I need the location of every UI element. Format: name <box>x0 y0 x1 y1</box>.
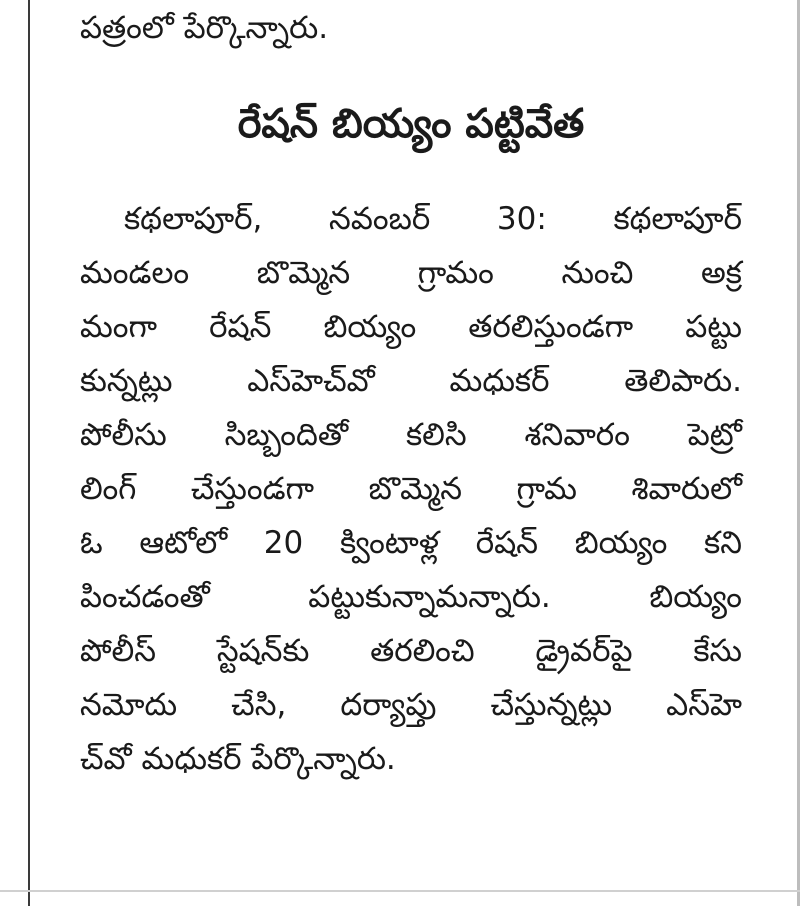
body-line: లింగ్ చేస్తుండగా బొమ్మెన గ్రామ శివారులో <box>80 471 742 507</box>
article-headline: రేషన్ బియ్యం పట్టివేత <box>237 101 585 147</box>
body-line: మండలం బొమ్మెన గ్రామం నుంచి అక్ర <box>80 255 742 291</box>
body-line: కథలాపూర్, నవంబర్ 30: కథలాపూర్ <box>124 201 742 237</box>
body-line: పోలీస్ స్టేషన్‌కు తరలించి డ్రైవర్‌పై కేసు <box>80 633 742 669</box>
body-line: ఓ ఆటోలో 20 క్వింటాళ్ల రేషన్ బియ్యం కని <box>80 525 742 561</box>
body-line: పోలీసు సిబ్బందితో కలిసి శనివారం పెట్రో <box>80 417 742 453</box>
article-body <box>80 196 742 790</box>
body-line: పించడంతో పట్టుకున్నామన్నారు. బియ్యం <box>80 579 742 615</box>
column-divider <box>28 0 30 906</box>
previous-article-tail: పత్రంలో పేర్కొన్నారు. <box>80 10 329 46</box>
body-line: నమోదు చేసి, దర్యాప్తు చేస్తున్నట్లు ఎస్‌హె <box>80 687 742 723</box>
bottom-divider <box>0 890 800 892</box>
body-line: చ్‌వో మధుకర్ పేర్కొన్నారు. <box>80 741 396 777</box>
body-line: మంగా రేషన్ బియ్యం తరలిస్తుండగా పట్టు <box>80 309 742 345</box>
body-line: కున్నట్లు ఎస్‌హెచ్‌వో మధుకర్ తెలిపారు. <box>80 363 742 399</box>
